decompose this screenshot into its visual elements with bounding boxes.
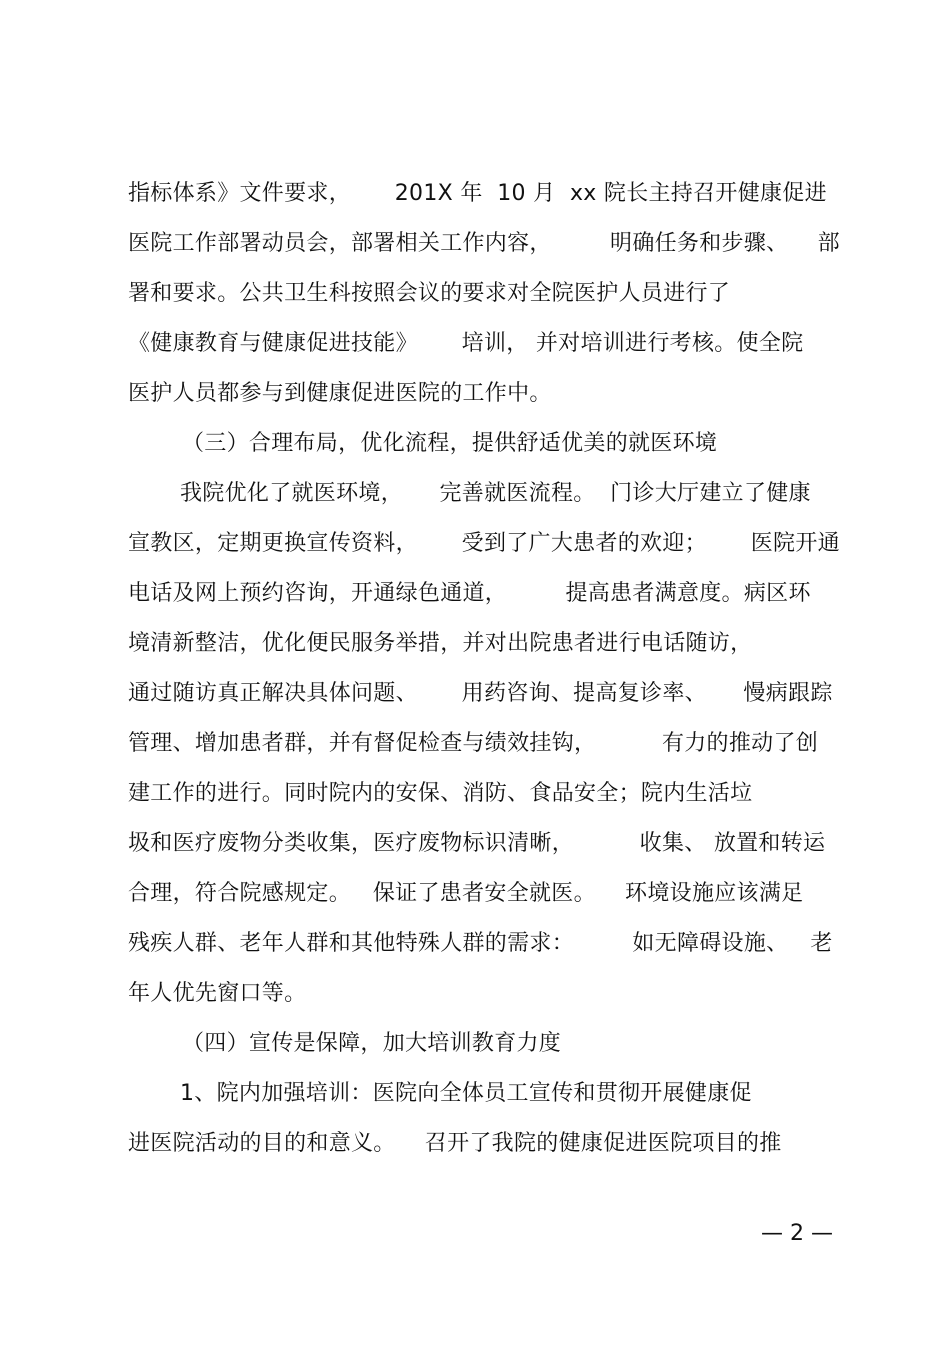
text-line: 电话及网上预约咨询，开通绿色通道， 提高患者满意度。病区环	[128, 581, 811, 606]
text-line: 指标体系》文件要求， 201X 年 10 月 xx 院长主持召开健康促进	[128, 181, 827, 206]
text-line: 管理、增加患者群，并有督促检查与绩效挂钩， 有力的推动了创	[128, 731, 819, 756]
text-line: 建工作的进行。同时院内的安保、消防、食品安全；院内生活垃	[128, 781, 753, 806]
section-heading: （四）宣传是保障，加大培训教育力度	[182, 1031, 562, 1056]
section-heading: （三）合理布局，优化流程，提供舒适优美的就医环境	[182, 431, 718, 456]
text-line: 署和要求。公共卫生科按照会议的要求对全院医护人员进行了	[128, 281, 731, 306]
text-line: 《健康教育与健康促进技能》 培训， 并对培训进行考核。使全院	[128, 331, 804, 356]
page-number: — 2 —	[761, 1221, 833, 1246]
text-line: 医护人员都参与到健康促进医院的工作中。	[128, 381, 552, 406]
text-line: 1、院内加强培训：医院向全体员工宣传和贯彻开展健康促	[180, 1081, 752, 1106]
text-line: 进医院活动的目的和意义。 召开了我院的健康促进医院项目的推	[128, 1131, 782, 1156]
text-line: 境清新整洁，优化便民服务举措，并对出院患者进行电话随访，	[128, 631, 753, 656]
text-line: 医院工作部署动员会，部署相关工作内容， 明确任务和步骤、 部	[128, 231, 840, 256]
text-line: 圾和医疗废物分类收集，医疗废物标识清晰， 收集、 放置和转运	[128, 831, 826, 856]
text-line: 我院优化了就医环境， 完善就医流程。 门诊大厅建立了健康	[180, 481, 811, 506]
text-line: 年人优先窗口等。	[128, 981, 307, 1006]
text-line: 合理，符合院感规定。 保证了患者安全就医。 环境设施应该满足	[128, 881, 804, 906]
text-line: 通过随访真正解决具体问题、 用药咨询、提高复诊率、 慢病跟踪	[128, 681, 833, 706]
text-line: 宣教区，定期更换宣传资料， 受到了广大患者的欢迎； 医院开通	[128, 531, 840, 556]
text-line: 残疾人群、老年人群和其他特殊人群的需求： 如无障碍设施、 老	[128, 931, 833, 956]
